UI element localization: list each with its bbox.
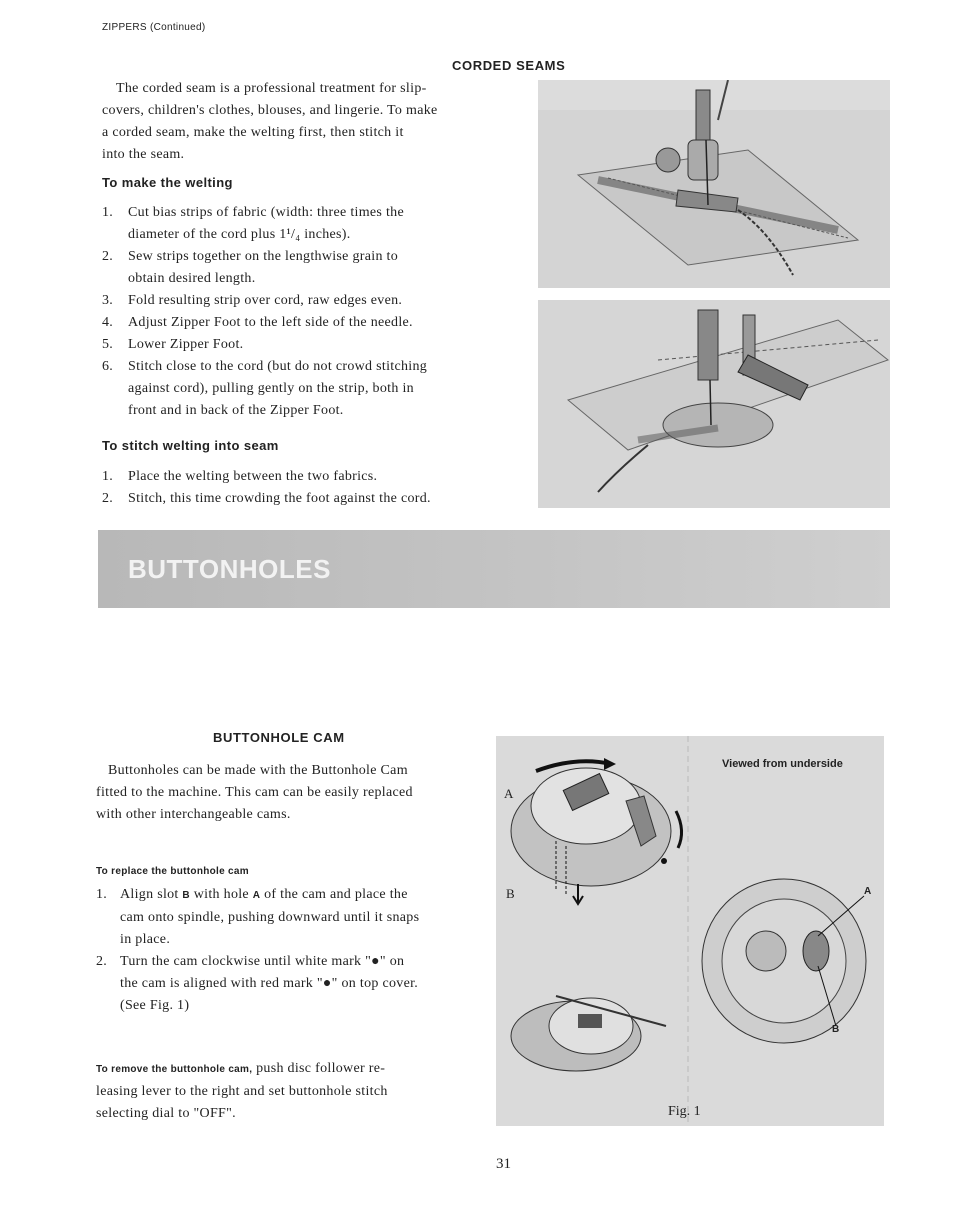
- stitch-step: [102, 466, 492, 488]
- buttonholes-banner: [98, 530, 890, 608]
- stitch-steps: [102, 466, 492, 510]
- step-line: the cam is aligned with red mark "●" on top cover.: [120, 976, 419, 991]
- welting-step: [102, 202, 482, 246]
- step-text: with hole: [189, 887, 253, 902]
- remove-text: push disc follower re-: [252, 1061, 386, 1076]
- corded-seams-title: CORDED SEAMS: [452, 58, 566, 73]
- intro-line: The corded seam is a professional treatment for slip-: [116, 81, 427, 96]
- step-number: 1.: [96, 887, 108, 902]
- label-b-left: B: [506, 886, 515, 901]
- step-number: 6.: [102, 359, 114, 374]
- intro-line: into the seam.: [102, 147, 185, 162]
- replace-step: [96, 951, 486, 1017]
- welting-step: [102, 356, 482, 422]
- step-line: Fold resulting strip over cord, raw edges even.: [128, 293, 403, 308]
- hole-a-symbol: A: [252, 890, 261, 901]
- cam-intro: [96, 760, 476, 826]
- step-line: Lower Zipper Foot.: [128, 337, 244, 352]
- step-number: 4.: [102, 315, 114, 330]
- welting-step: [102, 246, 482, 290]
- step-line: obtain desired length.: [128, 271, 256, 286]
- step-line: Cut bias strips of fabric (width: three times the: [128, 205, 404, 220]
- welting-step: [102, 290, 482, 312]
- remove-line: leasing lever to the right and set buttonhole stitch: [96, 1084, 388, 1099]
- page-number: 31: [496, 1156, 511, 1172]
- corded-intro: [102, 78, 482, 166]
- intro-line: fitted to the machine. This cam can be easily replaced: [96, 785, 413, 800]
- step-number: 1.: [102, 205, 114, 220]
- step-line: cam onto spindle, pushing downward until it snaps: [120, 910, 420, 925]
- photo-making-welting: [538, 80, 890, 288]
- remove-heading: To remove the buttonhole cam,: [96, 1064, 253, 1075]
- slot-b-symbol: B: [182, 890, 190, 901]
- step-number: 2.: [96, 954, 108, 969]
- replace-heading: To replace the buttonhole cam: [96, 866, 249, 877]
- label-a-left: A: [504, 786, 514, 801]
- stitch-step: [102, 488, 492, 510]
- step-line: Stitch, this time crowding the foot against the cord.: [128, 491, 431, 506]
- running-head: ZIPPERS (Continued): [102, 22, 206, 33]
- step-line: Stitch close to the cord (but do not crowd stitching: [128, 359, 428, 374]
- replace-steps: [96, 884, 486, 1017]
- intro-line: a corded seam, make the welting first, then stitch it: [102, 125, 404, 140]
- intro-line: Buttonholes can be made with the Buttonhole Cam: [108, 763, 408, 778]
- step-line: Sew strips together on the lengthwise grain to: [128, 249, 399, 264]
- label-a-right: A: [864, 886, 872, 897]
- step-number: 5.: [102, 337, 114, 352]
- step-line: diameter of the cord plus 1¹/₄ inches).: [128, 227, 351, 242]
- step-line: front and in back of the Zipper Foot.: [128, 403, 344, 418]
- zipper-foot-illustration: [538, 300, 890, 508]
- step-line: in place.: [120, 932, 171, 947]
- step-line: Place the welting between the two fabrics.: [128, 469, 378, 484]
- intro-line: covers, children's clothes, blouses, and lingerie. To make: [102, 103, 438, 118]
- remove-instructions: [96, 1058, 486, 1125]
- step-text: of the cam and place the: [260, 887, 408, 902]
- step-number: 2.: [102, 491, 114, 506]
- figure-caption: Fig. 1: [668, 1104, 701, 1119]
- stitch-heading: To stitch welting into seam: [102, 438, 279, 453]
- buttonhole-cam-illustration: [496, 736, 884, 1126]
- welting-steps: [102, 202, 482, 422]
- remove-line: [96, 1058, 486, 1081]
- step-line: (See Fig. 1): [120, 998, 190, 1013]
- step-text: Align slot: [120, 887, 183, 902]
- step-line: Adjust Zipper Foot to the left side of the needle.: [128, 315, 413, 330]
- banner-title: BUTTONHOLES: [128, 554, 331, 584]
- intro-line: with other interchangeable cams.: [96, 807, 291, 822]
- remove-line: selecting dial to "OFF".: [96, 1106, 236, 1121]
- buttonhole-cam-title: BUTTONHOLE CAM: [213, 730, 345, 745]
- step-line: against cord), pulling gently on the strip, both in: [128, 381, 414, 396]
- sewing-foot-illustration: [538, 80, 890, 288]
- welting-heading: To make the welting: [102, 175, 233, 190]
- photo-stitching-welting: [538, 300, 890, 508]
- welting-step: [102, 312, 482, 334]
- step-line: Turn the cam clockwise until white mark "●" on: [120, 954, 405, 969]
- figure-1: [496, 736, 884, 1126]
- label-b-right: B: [832, 1024, 840, 1035]
- step-line: [120, 884, 486, 907]
- replace-step: [96, 884, 486, 951]
- underside-label: Viewed from underside: [722, 758, 843, 770]
- step-number: 1.: [102, 469, 114, 484]
- step-number: 3.: [102, 293, 114, 308]
- step-number: 2.: [102, 249, 114, 264]
- welting-step: [102, 334, 482, 356]
